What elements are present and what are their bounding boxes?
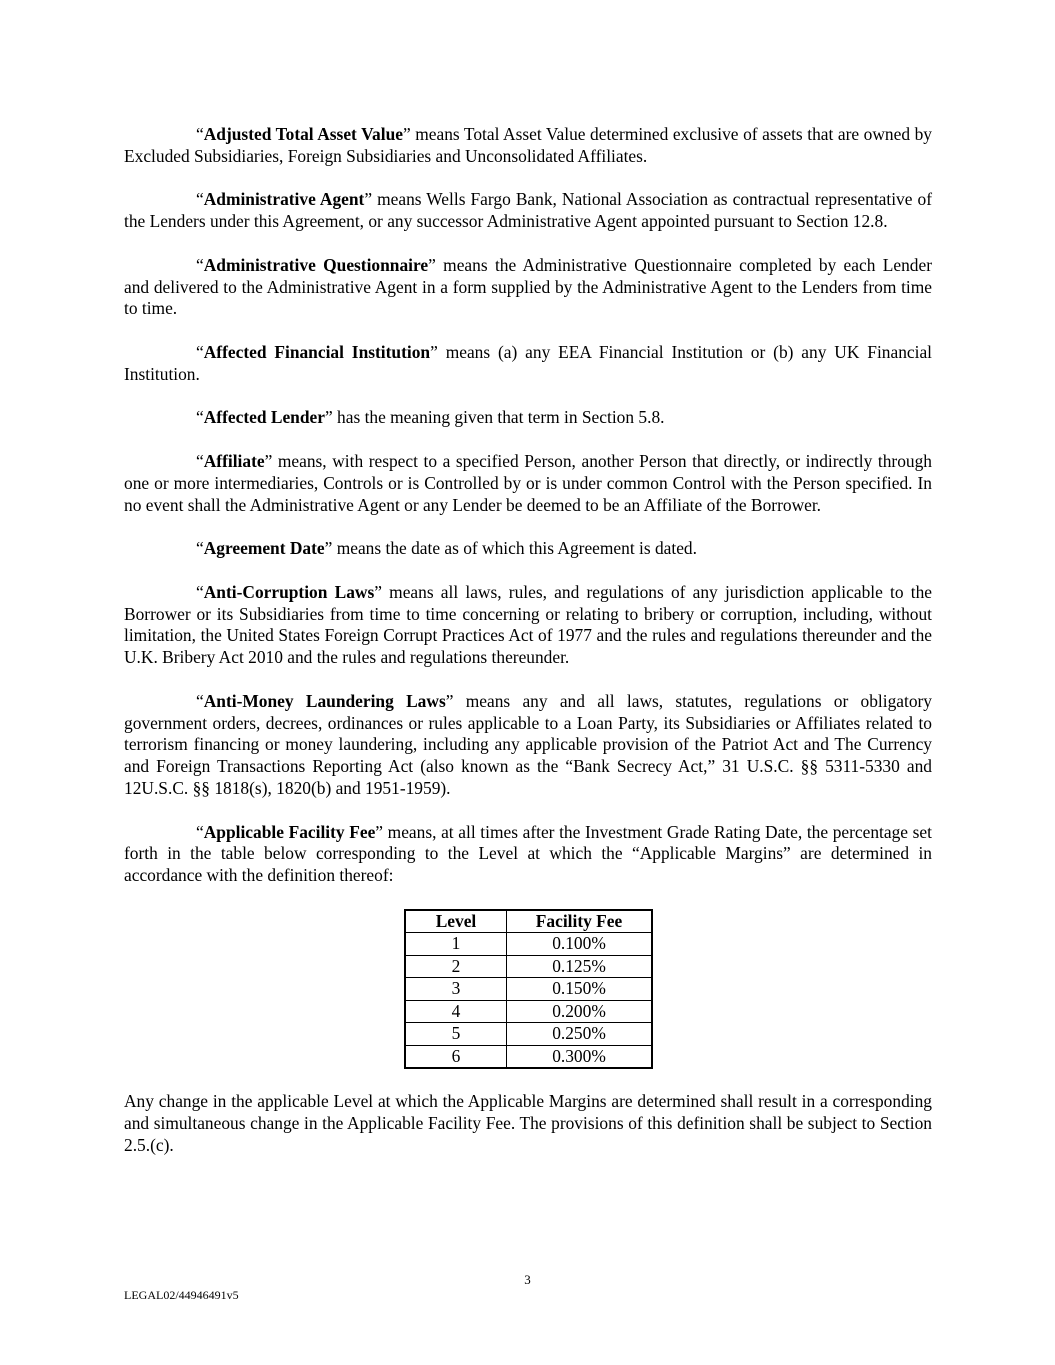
defined-term: Affected Lender [203, 407, 325, 428]
facility-fee-cell: 0.100% [507, 933, 653, 956]
facility-fee-cell: 0.125% [507, 955, 653, 978]
defined-term: Anti-Corruption Laws [203, 581, 375, 602]
definition-administrative-agent: “Administrative Agent” means Wells Fargo Bank, National Association as contractual representative of the Lenders under this Agreement, or any successor Administrative Agent appointed pursuant to Section 12.8. [124, 189, 932, 232]
definition-affected-financial-institution: “Affected Financial Institution” means (a) any EEA Financial Institution or (b) any UK Financial Institution. [124, 341, 932, 384]
defined-term: Anti-Money Laundering Laws [203, 690, 446, 711]
level-cell: 2 [405, 955, 507, 978]
defined-term: Administrative Questionnaire [203, 254, 429, 275]
level-cell: 1 [405, 933, 507, 956]
definition-text: means, at all times after the Investment Grade Rating Date, the percentage set forth in the table below corresponding to the Level at which the “Applicable Margins” are determined in accordance with the definition thereof: [124, 821, 932, 886]
definition-text: means Wells Fargo Bank, National Association as contractual representative of the Lenders under this Agreement, or any successor Administrative Agent appointed pursuant to Section 12.8. [124, 189, 932, 232]
table-row [405, 933, 652, 956]
facility-fee-cell: 0.300% [507, 1045, 653, 1068]
facility-fee-cell: 0.250% [507, 1023, 653, 1046]
definition-text: means (a) any EEA Financial Institution or (b) any UK Financial Institution. [124, 341, 932, 384]
definition-adjusted-total-asset-value: “Adjusted Total Asset Value” means Total Asset Value determined exclusive of assets that are owned by Excluded Subsidiaries, Foreign Subsidiaries and Unconsolidated Affiliates. [124, 124, 932, 166]
table-row [405, 1023, 652, 1046]
definition-agreement-date: “Agreement Date” means the date as of which this Agreement is dated. [196, 538, 697, 559]
definition-affected-lender: “Affected Lender” has the meaning given that term in Section 5.8. [196, 407, 665, 428]
table-row [405, 1000, 652, 1023]
facility-fee-cell: 0.200% [507, 1000, 653, 1023]
page-number: 3 [524, 1272, 531, 1287]
definition-text: means, with respect to a specified Person, another Person that directly, or indirectly through one or more intermediaries, Controls or is Controlled by or is under common Control with the Person specified. In no event shall the Administrative Agent or any Lender be deemed to be an Affiliate of the Borrower. [124, 450, 932, 515]
level-cell: 4 [405, 1000, 507, 1023]
defined-term: Applicable Facility Fee [203, 821, 376, 842]
table-row [405, 1045, 652, 1068]
definition-text: means any and all laws, statutes, regulations or obligatory government orders, decrees, ordinances or rules applicable to a Loan Party, its Subsidiaries or Affiliates related to terrorism financing or money laundering, including any applicable provision of the Patriot Act and The Currency and Foreign Transactions Reporting Act (also known as the “Bank Secrecy Act,” 31 U.S.C. §§ 5311-5330 and 12U.S.C. §§ 1818(s), 1820(b) and 1951-1959). [124, 690, 932, 798]
defined-term: Affiliate [203, 450, 265, 471]
table-header-row [405, 910, 652, 933]
level-cell: 5 [405, 1023, 507, 1046]
facility-fee-table [404, 909, 653, 1070]
closing-paragraph: Any change in the applicable Level at which the Applicable Margins are determined shall result in a corresponding and simultaneous change in the Applicable Facility Fee. The provisions of this definition shall be subject to Section 2.5.(c). [124, 1090, 932, 1155]
defined-term: Adjusted Total Asset Value [203, 124, 403, 144]
column-header-facility-fee: Facility Fee [507, 910, 653, 933]
definition-text: means the date as of which this Agreement is dated. [332, 538, 697, 559]
table-row [405, 978, 652, 1001]
definition-anti-money-laundering-laws: “Anti-Money Laundering Laws” means any and all laws, statutes, regulations or obligatory government orders, decrees, ordinances or rules applicable to a Loan Party, its Subsidiaries or Affiliates related to terrorism financing or money laundering, including any applicable provision of the Patriot Act and The Currency and Foreign Transactions Reporting Act (also known as the “Bank Secrecy Act,” 31 U.S.C. §§ 5311-5330 and 12U.S.C. §§ 1818(s), 1820(b) and 1951-1959). [124, 690, 932, 798]
definition-text: has the meaning given that term in Section 5.8. [332, 407, 665, 428]
definition-applicable-facility-fee: “Applicable Facility Fee” means, at all times after the Investment Grade Rating Date, the percentage set forth in the table below corresponding to the Level at which the “Applicable Margins” are determined in accordance with the definition thereof: [124, 821, 932, 886]
definition-administrative-questionnaire: “Administrative Questionnaire” means the Administrative Questionnaire completed by each Lender and delivered to the Administrative Agent in a form supplied by the Administrative Agent to the Lenders from time to time. [124, 254, 932, 319]
definition-anti-corruption-laws: “Anti-Corruption Laws” means all laws, rules, and regulations of any jurisdiction applicable to the Borrower or its Subsidiaries from time to time concerning or relating to bribery or corruption, including, without limitation, the United States Foreign Corrupt Practices Act of 1977 and the rules and regulations thereunder and the U.K. Bribery Act 2010 and the rules and regulations thereunder. [124, 581, 932, 668]
defined-term: Agreement Date [203, 538, 325, 559]
defined-term: Administrative Agent [203, 189, 365, 210]
definition-text: means Total Asset Value determined exclusive of assets that are owned by Excluded Subsidiaries, Foreign Subsidiaries and Unconsolidated Affiliates. [124, 124, 932, 166]
definition-affiliate: “Affiliate” means, with respect to a specified Person, another Person that directly, or indirectly through one or more intermediaries, Controls or is Controlled by or is under common Control with the Person specified. In no event shall the Administrative Agent or any Lender be deemed to be an Affiliate of the Borrower. [124, 450, 932, 515]
definition-text: means all laws, rules, and regulations of any jurisdiction applicable to the Borrower or its Subsidiaries from time to time concerning or relating to bribery or corruption, including, without limitation, the United States Foreign Corrupt Practices Act of 1977 and the rules and regulations thereunder and the U.K. Bribery Act 2010 and the rules and regulations thereunder. [124, 581, 932, 668]
document-body [124, 124, 932, 1178]
level-cell: 3 [405, 978, 507, 1001]
facility-fee-cell: 0.150% [507, 978, 653, 1001]
table-row [405, 955, 652, 978]
column-header-level: Level [405, 910, 507, 933]
document-id: LEGAL02/44946491v5 [124, 1288, 239, 1302]
level-cell: 6 [405, 1045, 507, 1068]
definition-text: means the Administrative Questionnaire completed by each Lender and delivered to the Administrative Agent in a form supplied by the Administrative Agent to the Lenders from time to time. [124, 254, 932, 319]
defined-term: Affected Financial Institution [203, 341, 431, 362]
